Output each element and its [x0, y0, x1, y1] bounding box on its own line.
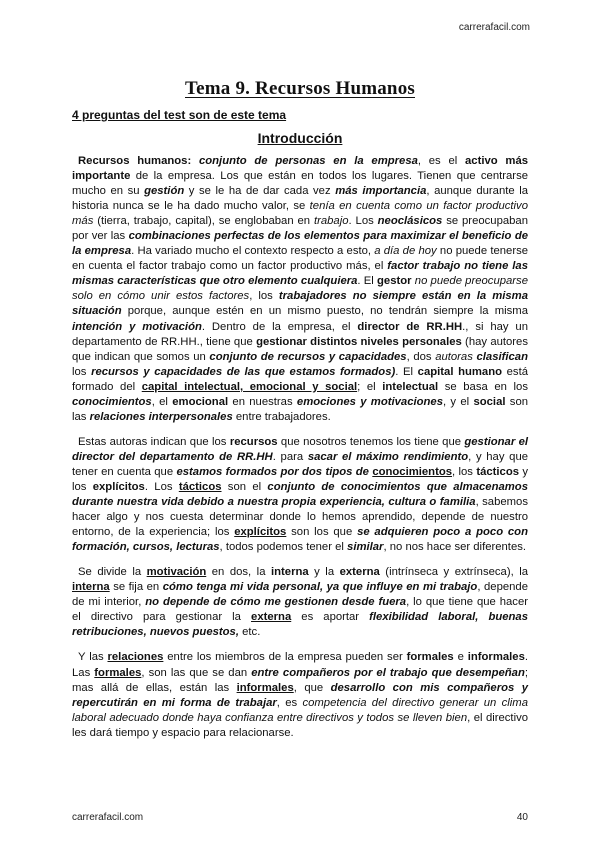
- text-run: conjunto de conocimientos que almacenamos durante nuestra vida debido a nuestra propia experiencia, cultura o familia: [72, 480, 528, 509]
- text-run: . El: [357, 275, 378, 288]
- text-run: conjunto de personas en la empresa: [198, 155, 418, 167]
- text-run: capital humano: [417, 365, 503, 378]
- text-run: formales: [406, 651, 454, 664]
- text-run: entre trabajadores.: [232, 410, 331, 423]
- text-run: Estas autoras indican que los: [78, 435, 230, 448]
- text-run: interna: [270, 566, 309, 579]
- text-run: director de RR.HH: [357, 320, 463, 333]
- text-run: se fija en: [109, 581, 163, 594]
- text-run: gestión: [144, 185, 185, 198]
- text-run: capital intelectual, emocional y social: [141, 380, 358, 393]
- text-run: a día de hoy: [374, 245, 437, 258]
- text-run: no puede preocuparse solo en cómo unir estos factores: [72, 275, 528, 303]
- text-run: . Dentro de la empresa, el: [201, 320, 358, 333]
- text-run: son las: [72, 395, 529, 423]
- text-run: conocimientos: [372, 465, 453, 478]
- text-run: autoras: [435, 350, 473, 363]
- text-run: más importancia: [335, 185, 427, 198]
- text-run: entre compañeros por el trabajo que desempeñan: [251, 666, 525, 679]
- text-run: conjunto de recursos y capacidades: [209, 350, 407, 363]
- text-run: trabajadores no siempre están en la misma situación: [72, 290, 529, 318]
- text-run: , es el: [417, 155, 465, 167]
- text-run: recursos: [229, 435, 278, 448]
- text-run: factor trabajo no tiene las mismas características que otro elemento cualquiera: [72, 260, 528, 288]
- text-run: motivación: [146, 566, 207, 579]
- section-heading: Introducción: [257, 130, 343, 146]
- text-run: informales: [236, 681, 294, 694]
- text-run: trabajo: [313, 215, 349, 228]
- text-run: gestor: [377, 275, 412, 288]
- text-run: de la empresa. Los que están en todos los lugares. Tienen que centrarse mucho en su: [72, 170, 528, 198]
- text-run: sacar el máximo rendimiento: [307, 450, 469, 463]
- text-run: clasifican: [476, 350, 528, 363]
- text-run: son los que: [286, 526, 358, 539]
- body-paragraph: [72, 650, 528, 740]
- text-run: . El: [395, 365, 418, 378]
- text-run: está formado del: [72, 365, 528, 393]
- text-run: intelectual: [382, 380, 439, 393]
- text-run: :: [187, 155, 199, 167]
- text-run: son el: [221, 480, 268, 493]
- text-run: , los: [452, 465, 477, 478]
- text-run: . Ha variado mucho el contexto respecto a esto,: [131, 245, 375, 258]
- text-run: explícitos: [92, 480, 145, 493]
- text-run: gestionar distintos niveles personales: [256, 335, 462, 348]
- text-run: , sabemos hacer algo y nos cuesta determinar donde lo hemos aprendido, depende de nuestro entorno, de la experiencia; los: [72, 496, 528, 539]
- text-run: emocional: [172, 395, 229, 408]
- text-run: , aunque durante la historia nunca se le ha dado mucho valor, se: [72, 185, 529, 213]
- text-run: , dos: [406, 350, 436, 363]
- page-number: 40: [516, 812, 528, 823]
- text-run: , los: [249, 290, 279, 303]
- text-run: estamos formados por dos tipos de: [176, 465, 373, 478]
- text-run: , depende de mi interior,: [72, 581, 528, 609]
- text-run: (tierra, trabajo, capital), se englobaban en: [93, 215, 314, 228]
- header-site-name: carrerafacil.com: [458, 22, 530, 33]
- text-run: externa: [251, 611, 292, 624]
- text-run: desarrollo con mis compañeros y repercutirán en mi forma de trabajar: [72, 681, 528, 709]
- body-paragraph: [72, 154, 528, 425]
- page-title: Tema 9. Recursos Humanos: [185, 78, 415, 99]
- text-run: competencia del directivo generar un clima laboral adecuado donde haya confianza entre directivos y todos se lleven bien: [72, 696, 528, 724]
- text-run: ., si hay un departamento de RR.HH., tiene que: [72, 320, 529, 348]
- text-run: (hay autores que indican que somos un: [72, 335, 528, 363]
- text-run: cómo tenga mi vida personal, ya que influye en mi trabajo: [162, 581, 478, 594]
- text-run: , y hay que tener en cuenta que: [72, 450, 529, 478]
- text-run: y los: [72, 465, 529, 493]
- footer-site-name: carrerafacil.com: [72, 812, 144, 823]
- text-run: , y el: [443, 395, 474, 408]
- text-run: . Las: [72, 651, 528, 679]
- text-run: relaciones: [107, 651, 164, 664]
- text-run: los: [72, 365, 92, 378]
- body-paragraph: [72, 565, 528, 640]
- test-questions-note: 4 preguntas del test son de este tema: [72, 108, 287, 122]
- text-run: , el directivo les dará tiempo y espacio para relacionarse.: [72, 711, 529, 739]
- text-run: informales: [467, 651, 525, 664]
- text-run: no depende de cómo me gestionen desde fuera: [145, 596, 407, 609]
- text-run: neoclásicos: [377, 215, 443, 228]
- text-run: Y las: [78, 651, 108, 664]
- text-run: combinaciones perfectas de los elementos para maximizar el beneficio de la empresa: [72, 230, 528, 258]
- text-run: se preocupaban por ver las: [72, 215, 528, 243]
- text-run: conocimientos: [72, 395, 152, 408]
- text-run: , no nos hace ser diferentes.: [383, 541, 527, 554]
- text-run: externa: [339, 566, 380, 579]
- text-run: se adquieren poco a poco con formación, cursos, lecturas: [72, 526, 528, 554]
- text-run: intención y motivación: [72, 320, 202, 333]
- text-run: . Los: [144, 480, 179, 493]
- body-paragraph: [72, 435, 528, 555]
- text-run: (intrínseca y extrínseca), la: [379, 566, 529, 579]
- text-run: tácticos: [178, 480, 222, 493]
- text-run: . Los: [348, 215, 378, 228]
- text-run: y la: [308, 566, 340, 579]
- text-run: flexibilidad laboral, buenas retribuciones, nuevos puestos,: [72, 611, 528, 639]
- text-run: no puede tenerse en cuenta el factor trabajo como un factor productivo más, el: [72, 245, 529, 273]
- text-run: interna: [72, 581, 110, 594]
- text-run: ; el: [357, 380, 383, 393]
- text-run: , son las que se dan: [141, 666, 252, 679]
- text-run: , todos podemos tener el: [219, 541, 348, 554]
- text-run: , que: [293, 681, 331, 694]
- text-run: en dos, la: [206, 566, 271, 579]
- text-run: es aportar: [291, 611, 370, 624]
- text-run: relaciones interpersonales: [89, 410, 233, 423]
- text-run: porque, aunque estén en un mismo puesto, no tendrán siempre la misma: [121, 305, 528, 318]
- text-run: recursos y capacidades de las que estamos formados): [91, 365, 396, 378]
- text-run: , lo que tiene que hacer el directivo para gestionar la: [72, 596, 528, 624]
- document-body: [72, 154, 528, 751]
- text-run: , es: [276, 696, 303, 709]
- text-run: formales: [94, 666, 142, 679]
- text-run: similar: [347, 541, 384, 554]
- text-run: , el: [151, 395, 173, 408]
- text-run: Recursos humanos: [78, 155, 188, 167]
- text-run: . para: [272, 450, 308, 463]
- text-run: activo más importante: [72, 155, 529, 183]
- text-run: emociones y motivaciones: [296, 395, 443, 408]
- text-run: y se le ha de dar cada vez: [184, 185, 336, 198]
- text-run: que nosotros tenemos los tiene que: [277, 435, 465, 448]
- text-run: social: [473, 395, 506, 408]
- text-run: tenía en cuenta como un factor productivo más: [72, 200, 528, 228]
- text-run: e: [453, 651, 468, 664]
- text-run: explícitos: [234, 526, 287, 539]
- text-run: entre los miembros de la empresa pueden ser: [163, 651, 407, 664]
- text-run: tácticos: [476, 465, 520, 478]
- text-run: se basa en los: [438, 380, 528, 393]
- text-run: ; mas allá de ellas, están las: [72, 666, 528, 694]
- text-run: Se divide la: [78, 566, 147, 579]
- text-run: gestionar el director del departamento de RR.HH: [72, 435, 529, 463]
- text-run: en nuestras: [228, 395, 297, 408]
- text-run: etc.: [238, 626, 261, 639]
